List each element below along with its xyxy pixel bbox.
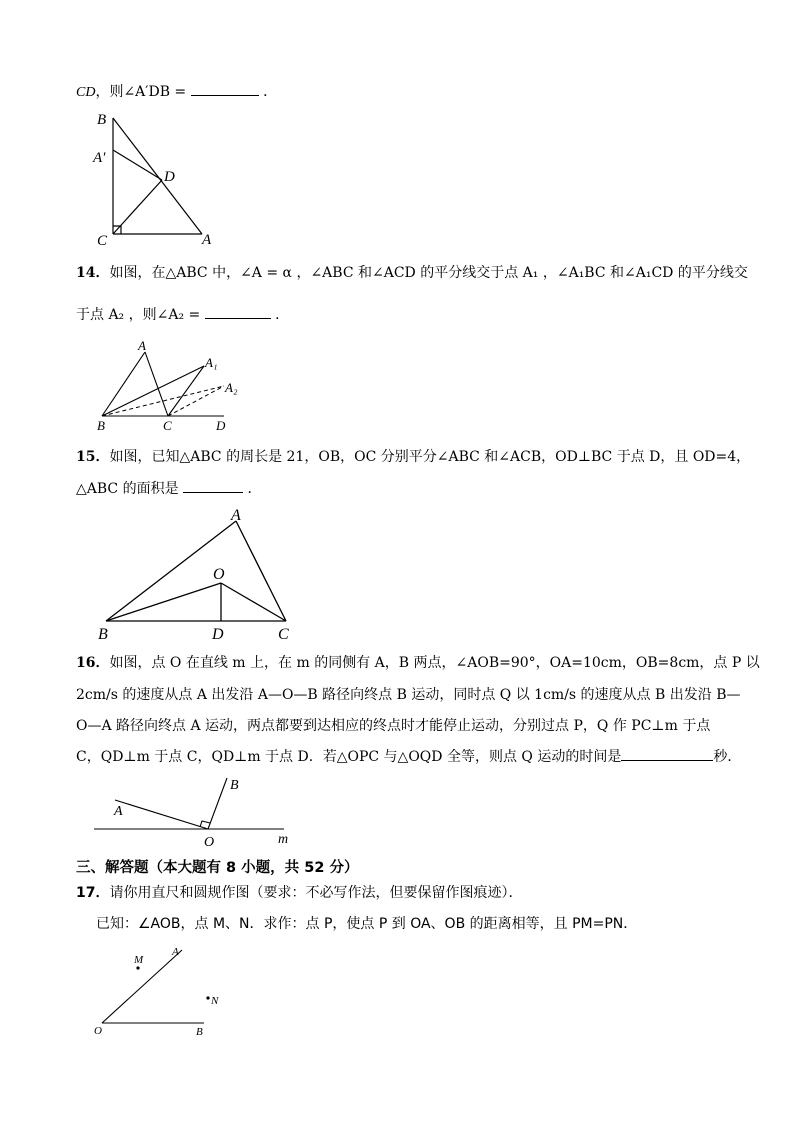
q14-number: 14． bbox=[76, 265, 110, 281]
q16-label-a: A bbox=[114, 804, 123, 819]
q15-label-o: O bbox=[213, 566, 225, 583]
q17-line1 bbox=[76, 883, 522, 903]
q14-label-a2: A₂ bbox=[225, 380, 238, 395]
q17-label-m: M bbox=[134, 954, 144, 966]
q16-text-1: 如图，点 O 在直线 m 上，在 m 的同侧有 A，B 两点，∠AOB=90°，OA=10cm，OB=8cm，点 P 以 bbox=[109, 655, 760, 671]
q14-label-a: A bbox=[138, 338, 146, 353]
q13-side-ba bbox=[113, 118, 202, 234]
q14-line-ca1 bbox=[168, 366, 204, 416]
q15-answer-blank[interactable] bbox=[183, 492, 243, 493]
q16-line3 bbox=[76, 716, 710, 736]
q15-label-b: B bbox=[98, 626, 108, 643]
q15-label-d: D bbox=[212, 626, 224, 643]
q17-line2 bbox=[96, 914, 637, 934]
q13-label-d: D bbox=[164, 169, 175, 185]
q16-line1 bbox=[76, 653, 760, 673]
q13-tail-end: ． bbox=[263, 84, 278, 100]
q16-text-4-end: 秒． bbox=[713, 749, 742, 765]
q14-answer-blank[interactable] bbox=[205, 318, 271, 319]
q14-label-d: D bbox=[216, 418, 226, 433]
q16-label-o: O bbox=[204, 835, 215, 850]
q16-number: 16． bbox=[76, 655, 110, 671]
q17-point-m bbox=[136, 966, 139, 969]
q13-label-a: A bbox=[202, 232, 212, 248]
q15-line1 bbox=[76, 447, 750, 467]
q17-number: 17． bbox=[76, 885, 110, 901]
q14-text-2-end: ． bbox=[275, 307, 290, 323]
q15-label-c: C bbox=[278, 626, 289, 643]
q16-text-2: 2cm/s 的速度从点 A 出发沿 A—O—B 路径向终点 B 运动，同时点 Q 以 1cm/s 的速度从点 B 出发沿 B— bbox=[76, 687, 741, 703]
q16-answer-blank[interactable] bbox=[621, 760, 713, 761]
q17-point-n bbox=[206, 996, 209, 999]
q16-label-b: B bbox=[230, 778, 239, 793]
q13-figure bbox=[90, 108, 230, 248]
q16-figure bbox=[94, 772, 304, 852]
q13-tail-mid: ，则∠A′DB = bbox=[95, 84, 187, 100]
q14-text-2: 于点 A₂ ，则∠A₂ = bbox=[76, 307, 201, 323]
q16-segment-ob bbox=[208, 778, 227, 829]
q13-fold-aprime-d bbox=[113, 150, 162, 180]
q17-text-2: 已知：∠AOB，点 M、N．求作：点 P，使点 P 到 OA、OB 的距离相等，且 PM=PN． bbox=[96, 916, 638, 932]
q14-dash-ca2 bbox=[168, 386, 224, 416]
q15-line2 bbox=[76, 479, 262, 499]
q17-text-1: 请你用直尺和圆规作图（要求：不必写作法，但要保留作图痕迹）． bbox=[109, 885, 523, 901]
q14-side-ac bbox=[145, 352, 168, 416]
q16-text-4: C，QD⊥m 于点 C，QD⊥m 于点 D．若△OPC 与△OQD 全等，则点 Q 运动的时间是 bbox=[76, 749, 622, 765]
q15-label-a: A bbox=[231, 507, 241, 524]
q14-line2 bbox=[76, 305, 289, 325]
q14-label-a1: A₁ bbox=[205, 355, 218, 370]
q13-label-c: C bbox=[97, 233, 108, 249]
q16-text-3: O—A 路径向终点 A 运动，两点都要到达相应的终点时才能停止运动，分别过点 P，Q 作 PC⊥m 于点 bbox=[76, 718, 711, 734]
q17-figure bbox=[90, 938, 240, 1038]
q16-segment-oa bbox=[115, 800, 208, 829]
q13-label-b: B bbox=[97, 112, 107, 128]
q14-figure bbox=[94, 340, 254, 435]
q17-label-n: N bbox=[211, 995, 219, 1007]
q14-text-1: 如图，在△ABC 中，∠A = α ，∠ABC 和∠ACD 的平分线交于点 A₁ ，∠A₁BC 和∠A₁CD 的平分线交 bbox=[109, 265, 748, 281]
q16-label-m: m bbox=[278, 832, 289, 847]
q13-tail-prefix: CD bbox=[76, 85, 96, 100]
q15-text-2: △ABC 的面积是 bbox=[76, 481, 179, 497]
q15-text-1: 如图，已知△ABC 的周长是 21，OB，OC 分别平分∠ABC 和∠ACB，OD⊥BC 于点 D，且 OD=4， bbox=[109, 449, 751, 465]
q13-tail bbox=[76, 82, 277, 103]
q15-number: 15． bbox=[76, 449, 110, 465]
q17-label-o: O bbox=[94, 1025, 102, 1037]
q16-line4 bbox=[76, 747, 741, 767]
q17-label-a: A bbox=[172, 946, 179, 958]
section-3-heading: 三、解答题（本大题有 8 小题，共 52 分） bbox=[76, 860, 359, 876]
q14-line1 bbox=[76, 263, 748, 283]
q13-answer-blank[interactable] bbox=[191, 95, 259, 96]
q14-label-c: C bbox=[163, 418, 172, 433]
q16-line2 bbox=[76, 685, 740, 705]
q15-bisector-bo bbox=[106, 583, 221, 621]
q17-label-b: B bbox=[196, 1026, 203, 1038]
q14-side-ba bbox=[102, 352, 145, 416]
q15-figure bbox=[94, 505, 304, 645]
q15-text-2-end: ． bbox=[247, 481, 262, 497]
q13-label-aprime: A′ bbox=[93, 150, 106, 166]
q14-label-b: B bbox=[97, 418, 105, 433]
